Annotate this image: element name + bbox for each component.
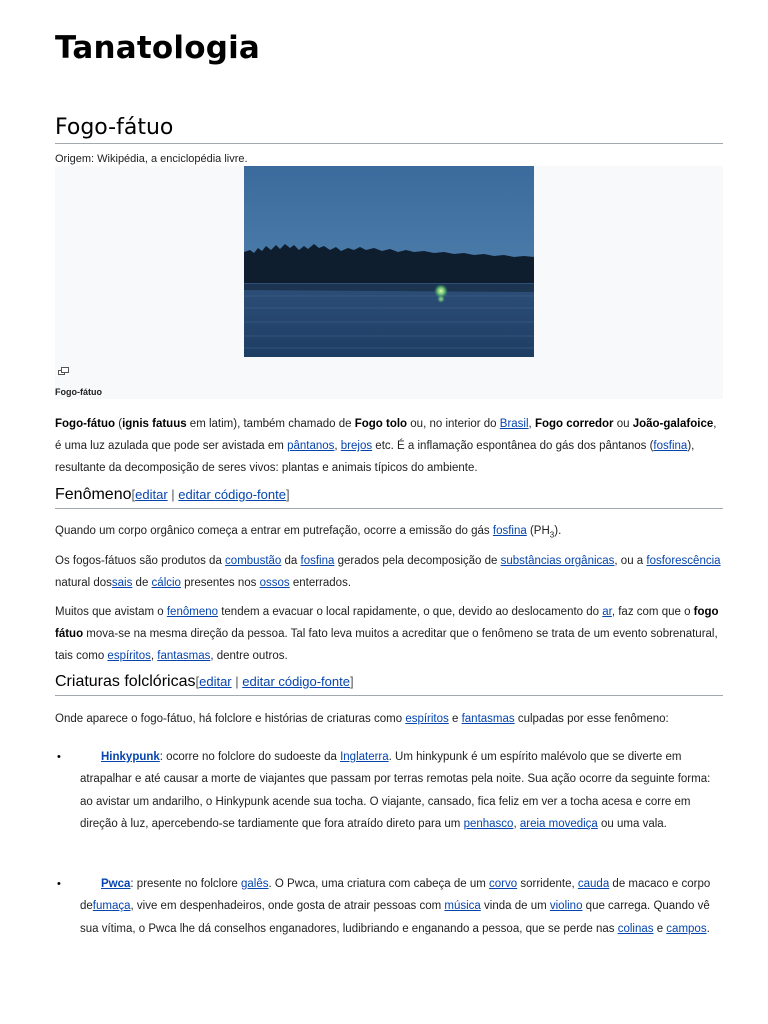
text: e	[448, 713, 462, 725]
lake-night-image	[244, 166, 534, 357]
text: , vive em despenhadeiros, onde gosta de atrair pessoas com	[130, 900, 445, 913]
separator: |	[167, 487, 179, 502]
text: ou uma vala.	[597, 817, 667, 830]
text: ), resultante da decomposição de seres vivos: plantas e animais típicos do ambiente.	[55, 440, 695, 474]
paragraph	[55, 520, 725, 546]
section-title: Fenômeno	[55, 486, 132, 503]
text: Quando um corpo orgânico começa a entrar em putrefação, ocorre a emissão do gás	[55, 525, 493, 537]
term-bold: ignis fatuus	[122, 418, 187, 430]
paragraph	[55, 708, 725, 730]
term-bold: Fogo-fátuo	[55, 418, 116, 430]
term-bold: João-galafoice	[632, 418, 714, 430]
section-title: Criaturas folclóricas	[55, 673, 196, 690]
link-espiritos[interactable]: espíritos	[405, 713, 449, 725]
text: ou, no interior do	[407, 418, 500, 430]
link-gales[interactable]: galês	[241, 878, 269, 890]
link-pwca[interactable]: Pwca	[101, 878, 131, 890]
link-inglaterra[interactable]: Inglaterra	[340, 751, 389, 763]
link-brasil[interactable]: Brasil	[499, 418, 529, 430]
link-substancias-organicas[interactable]: substâncias orgânicas	[500, 555, 615, 567]
text: : presente no folclore	[130, 878, 242, 890]
text: Onde aparece o fogo-fátuo, há folclore e histórias de criaturas como	[55, 713, 406, 725]
bracket: ]	[349, 674, 354, 689]
separator: |	[231, 674, 243, 689]
link-espiritos[interactable]: espíritos	[107, 650, 151, 662]
text: mova-se na mesma direção da pessoa. Tal fato leva muitos a acreditar que o fenômeno se trata de um evento sobrenatural, tais como	[55, 628, 718, 662]
link-sais[interactable]: sais	[111, 577, 133, 589]
text: : ocorre no folclore do sudoeste da	[159, 751, 341, 763]
text: tendem a evacuar o local rapidamente, o que, devido ao deslocamento do	[218, 606, 603, 618]
will-o-wisp-photo[interactable]	[244, 166, 534, 357]
text: e	[653, 922, 667, 935]
edit-source-link[interactable]: editar código-fonte	[178, 487, 286, 502]
link-fosfina[interactable]: fosfina	[653, 440, 688, 452]
magnify-clip-icon[interactable]	[58, 362, 69, 380]
link-calcio[interactable]: cálcio	[151, 577, 181, 589]
figure-caption: Fogo-fátuo	[55, 387, 102, 397]
link-fantasmas[interactable]: fantasmas	[157, 650, 211, 662]
text: Muitos que avistam o	[55, 606, 167, 618]
text: vinda de um	[480, 900, 550, 913]
text: enterrados.	[289, 577, 352, 589]
text: ,	[150, 650, 158, 662]
bracket: [	[195, 674, 200, 689]
link-musica[interactable]: música	[444, 900, 481, 913]
text: culpadas por esse fenômeno:	[514, 713, 669, 725]
text: ,	[334, 440, 341, 452]
link-fosforescencia[interactable]: fosforescência	[646, 555, 721, 567]
text: etc. É a inflamação espontânea do gás dos pântanos (	[372, 440, 654, 452]
list-item	[80, 746, 725, 835]
link-penhasco[interactable]: penhasco	[463, 817, 514, 830]
text: que carrega. Quando vê sua vítima, o Pwca lhe dá conselhos enganadores, ludibriando e enganando a pessoa, que se perde nas	[80, 900, 710, 935]
figure-box	[55, 166, 723, 399]
text: de macaco e corpo de	[80, 878, 711, 913]
edit-link[interactable]: editar	[135, 487, 168, 502]
text: da	[281, 555, 301, 567]
bracket: ]	[285, 487, 290, 502]
link-hinkypunk[interactable]: Hinkypunk	[101, 751, 160, 763]
text: em latim), também chamado de	[186, 418, 355, 430]
text: , é uma luz azulada que pode ser avistada em	[55, 418, 717, 452]
text: .	[706, 922, 710, 935]
link-areia-movedica[interactable]: areia movediça	[519, 817, 598, 830]
section-heading-fenomeno	[55, 484, 723, 509]
link-fumaca[interactable]: fumaça	[92, 900, 131, 913]
text: ,	[528, 418, 535, 430]
text: de	[132, 577, 152, 589]
section-heading-criaturas	[55, 671, 723, 696]
subscript: 3	[549, 530, 555, 540]
article-title: Fogo-fátuo	[55, 115, 723, 144]
text: presentes nos	[180, 577, 260, 589]
text: ,	[513, 817, 520, 830]
bullet-marker: •	[57, 751, 61, 763]
term-bold: fogo fátuo	[55, 606, 719, 640]
edit-link[interactable]: editar	[199, 674, 232, 689]
link-pantanos[interactable]: pântanos	[287, 440, 335, 452]
text: , faz com que o	[611, 606, 694, 618]
book-title: Tanatologia	[55, 30, 261, 66]
link-ossos[interactable]: ossos	[259, 577, 290, 589]
link-combustao[interactable]: combustão	[225, 555, 282, 567]
text: sorridente,	[517, 878, 578, 890]
link-colinas[interactable]: colinas	[617, 922, 654, 935]
edit-section-links	[195, 674, 353, 689]
link-corvo[interactable]: corvo	[489, 878, 518, 890]
text: gerados pela decomposição de	[334, 555, 501, 567]
link-cauda[interactable]: cauda	[577, 878, 610, 890]
paragraph	[55, 550, 725, 594]
link-fosfina[interactable]: fosfina	[492, 525, 527, 537]
link-violino[interactable]: violino	[549, 900, 583, 913]
link-fosfina[interactable]: fosfina	[300, 555, 335, 567]
bracket: [	[131, 487, 136, 502]
link-fantasmas[interactable]: fantasmas	[461, 713, 515, 725]
edit-section-links	[132, 487, 290, 502]
intro-paragraph	[55, 413, 725, 479]
term-bold: Fogo corredor	[534, 418, 614, 430]
link-ar[interactable]: ar	[602, 606, 612, 618]
term-bold: Fogo tolo	[354, 418, 408, 430]
text: ).	[554, 525, 562, 537]
text: natural dos	[55, 577, 112, 589]
text: , dentre outros.	[210, 650, 288, 662]
edit-source-link[interactable]: editar código-fonte	[242, 674, 350, 689]
text: Os fogos-fátuos são produtos da	[55, 555, 226, 567]
link-brejos[interactable]: brejos	[340, 440, 373, 452]
text: . O Pwca, uma criatura com cabeça de um	[268, 878, 490, 890]
paragraph	[55, 601, 725, 667]
text: , ou a	[614, 555, 647, 567]
text: (PH	[526, 525, 550, 537]
text: . Um hinkypunk é um espírito malévolo que se diverte em atrapalhar e até causar a morte de viajantes que passam por terras remotas pela noite. Sua ação ocorre da seguinte forma: ao avistar um andarilho, o Hinkypunk acende sua tocha. O viajante, cansado, fica feliz em ver a tocha acesa e corre em direção à luz, apercebendo-se tardiamente que fora atraído direto para um	[80, 751, 711, 830]
list-item	[80, 873, 725, 940]
text: ou	[613, 418, 633, 430]
link-campos[interactable]: campos	[666, 922, 707, 935]
origin-note: Origem: Wikipédia, a enciclopédia livre.	[55, 153, 248, 165]
bullet-marker: •	[57, 878, 61, 890]
text: (	[115, 418, 123, 430]
link-fenomeno[interactable]: fenômeno	[166, 606, 219, 618]
